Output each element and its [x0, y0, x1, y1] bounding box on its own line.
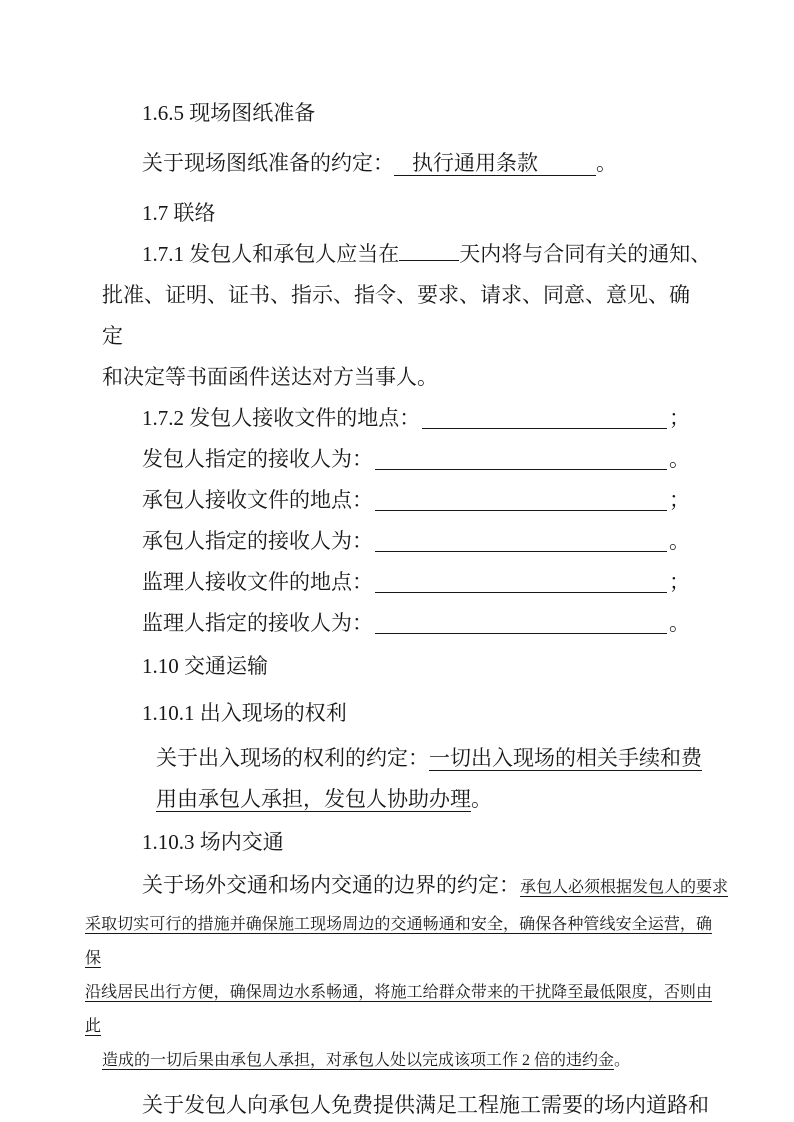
- clause-1-6-5-heading: [102, 93, 690, 134]
- text-segment: 1.10.3 场内交通: [142, 830, 284, 854]
- text-segment: 。: [669, 529, 690, 553]
- clause-1-7-1-line-2: [102, 275, 690, 357]
- document-body: [85, 93, 729, 1122]
- text-segment: 。: [614, 1052, 631, 1069]
- clause-1-10-3-answer-line-2: [85, 908, 712, 976]
- contractor-receive-address-line: [102, 480, 690, 521]
- text-segment: ；: [669, 488, 690, 512]
- clause-1-10-1-heading: [102, 693, 690, 734]
- blank-fill-underline: [375, 603, 667, 644]
- supervisor-recipient-line: [102, 603, 690, 644]
- blank-fill-underline: [375, 521, 667, 562]
- text-segment: 关于出入现场的权利的约定：: [156, 746, 429, 770]
- text-segment: 和决定等书面函件送达对方当事人。: [102, 365, 438, 389]
- clause-1-7-1-line-3: [102, 357, 690, 398]
- clause-1-10-heading: [102, 646, 690, 687]
- contractor-recipient-line: [102, 521, 690, 562]
- blank-fill-underline: [375, 439, 667, 480]
- text-segment: ；: [669, 406, 690, 430]
- site-roads-paragraph-line-1: [102, 1085, 709, 1122]
- underlined-text: 一切出入现场的相关手续和费: [429, 746, 702, 770]
- clause-1-10-3-heading: [102, 822, 690, 863]
- supervisor-receive-address-line: [102, 562, 690, 603]
- text-segment: 承包人指定的接收人为：: [142, 529, 373, 553]
- employer-recipient-line: [102, 439, 690, 480]
- text-segment: 1.7.2 发包人接收文件的地点：: [142, 406, 421, 430]
- clause-1-6-5-agreement-line: [102, 143, 690, 184]
- text-segment: 监理人接收文件的地点：: [142, 570, 373, 594]
- underlined-text: 执行通用条款: [394, 151, 596, 176]
- text-segment: 。: [669, 447, 690, 471]
- text-segment: 天内将与合同有关的通知、: [459, 242, 712, 266]
- underlined-text: 造成的一切后果由承包人承担，对承包人处以完成该项工作 2 倍的违约金: [102, 1052, 615, 1069]
- text-segment: 监理人指定的接收人为：: [142, 611, 373, 635]
- text-segment: 。: [471, 787, 492, 811]
- text-segment: 发包人指定的接收人为：: [142, 447, 373, 471]
- text-segment: 1.10.1 出入现场的权利: [142, 701, 347, 725]
- text-segment: 。: [669, 611, 690, 635]
- text-segment: 批准、证明、证书、指示、指令、要求、请求、同意、意见、确定: [102, 283, 690, 348]
- clause-1-10-1-answer-line-2: [102, 779, 690, 820]
- underlined-text: 沿线居民出行方便，确保周边水系畅通，将施工给群众带来的干扰降至最低限度，否则由此: [85, 984, 712, 1035]
- text-segment: 。: [596, 151, 617, 175]
- blank-fill-underline: [375, 480, 667, 521]
- blank-fill-underline: [422, 398, 667, 439]
- clause-1-7-1-line-1: [102, 234, 712, 275]
- clause-1-10-3-answer-line-4: [102, 1044, 690, 1078]
- text-segment: 关于现场图纸准备的约定：: [142, 151, 394, 175]
- blank-fill-underline: [375, 562, 667, 603]
- text-segment: 关于发包人向承包人免费提供满足工程施工需要的场内道路和: [142, 1093, 709, 1117]
- text-segment: 承包人接收文件的地点：: [142, 488, 373, 512]
- text-segment: 1.7.1 发包人和承包人应当在: [142, 242, 400, 266]
- text-segment: 1.10 交通运输: [142, 654, 268, 678]
- employer-receive-address-line: [102, 398, 690, 439]
- blank-field: [399, 258, 459, 261]
- clause-1-7-heading: [102, 193, 690, 234]
- text-segment: ；: [669, 570, 690, 594]
- underlined-text: 采取切实可行的措施并确保施工现场周边的交通畅通和安全，确保各种管线安全运营，确保: [85, 916, 712, 967]
- clause-1-10-3-answer-line-3: [85, 976, 712, 1044]
- underlined-text: 用由承包人承担，发包人协助办理: [156, 787, 471, 811]
- text-segment: 1.6.5 现场图纸准备: [142, 101, 316, 125]
- underlined-text: 承包人必须根据发包人的要求: [520, 879, 729, 896]
- clause-1-10-1-answer-line-1: [102, 738, 702, 779]
- clause-1-10-3-answer-line-1: [102, 865, 729, 908]
- text-segment: 关于场外交通和场内交通的边界的约定：: [142, 873, 520, 897]
- text-segment: 1.7 联络: [142, 201, 216, 225]
